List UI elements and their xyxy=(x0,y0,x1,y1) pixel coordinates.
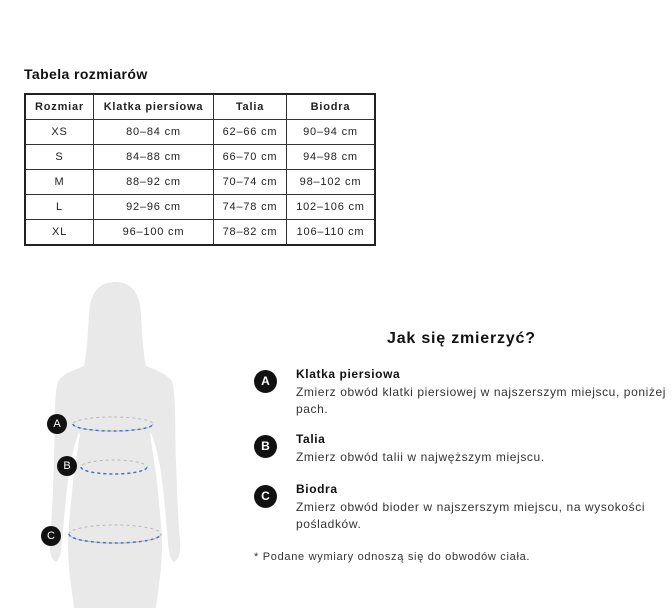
silhouette-icon xyxy=(30,270,200,608)
marker-a-badge: A xyxy=(47,414,67,434)
table-row xyxy=(25,120,375,145)
header-waist: Talia xyxy=(214,94,287,120)
marker-b-badge: B xyxy=(57,456,77,476)
cell-chest: 96–100 cm xyxy=(94,220,214,246)
step-description: Zmierz obwód talii w najwęższym miejscu. xyxy=(296,450,545,464)
table-row xyxy=(25,220,375,246)
step-description: Zmierz obwód bioder w najszerszym miejscu, na wysokości pośladków. xyxy=(296,500,646,531)
measurement-note: * Podane wymiary odnoszą się do obwodów ciała. xyxy=(254,551,531,563)
step-name: Talia xyxy=(296,432,326,446)
cell-waist: 62–66 cm xyxy=(214,120,287,145)
cell-size: L xyxy=(25,195,94,220)
cell-hips: 90–94 cm xyxy=(287,120,376,145)
marker-c-badge: C xyxy=(41,526,61,546)
cell-waist: 78–82 cm xyxy=(214,220,287,246)
cell-hips: 98–102 cm xyxy=(287,170,376,195)
step-c-badge: C xyxy=(254,485,277,508)
table-row xyxy=(25,145,375,170)
header-size: Rozmiar xyxy=(25,94,94,120)
step-a-badge: A xyxy=(254,370,277,393)
body-silhouette-figure xyxy=(30,270,200,608)
cell-hips: 106–110 cm xyxy=(287,220,376,246)
cell-waist: 74–78 cm xyxy=(214,195,287,220)
step-b-badge: B xyxy=(254,435,277,458)
header-hips: Biodra xyxy=(287,94,376,120)
step-description: Zmierz obwód klatki piersiowej w najszerszym miejscu, poniżej pach. xyxy=(296,385,667,416)
cell-hips: 102–106 cm xyxy=(287,195,376,220)
cell-size: M xyxy=(25,170,94,195)
cell-size: XS xyxy=(25,120,94,145)
cell-waist: 66–70 cm xyxy=(214,145,287,170)
step-name: Biodra xyxy=(296,482,338,496)
cell-waist: 70–74 cm xyxy=(214,170,287,195)
header-chest: Klatka piersiowa xyxy=(94,94,214,120)
table-row xyxy=(25,195,375,220)
cell-size: S xyxy=(25,145,94,170)
cell-chest: 80–84 cm xyxy=(94,120,214,145)
cell-chest: 88–92 cm xyxy=(94,170,214,195)
step-name: Klatka piersiowa xyxy=(296,367,401,381)
size-table xyxy=(24,93,376,246)
size-table-title: Tabela rozmiarów xyxy=(24,66,148,82)
cell-chest: 92–96 cm xyxy=(94,195,214,220)
cell-chest: 84–88 cm xyxy=(94,145,214,170)
cell-hips: 94–98 cm xyxy=(287,145,376,170)
how-to-measure-title: Jak się zmierzyć? xyxy=(387,330,536,347)
table-row xyxy=(25,170,375,195)
table-header-row xyxy=(25,94,375,120)
cell-size: XL xyxy=(25,220,94,246)
